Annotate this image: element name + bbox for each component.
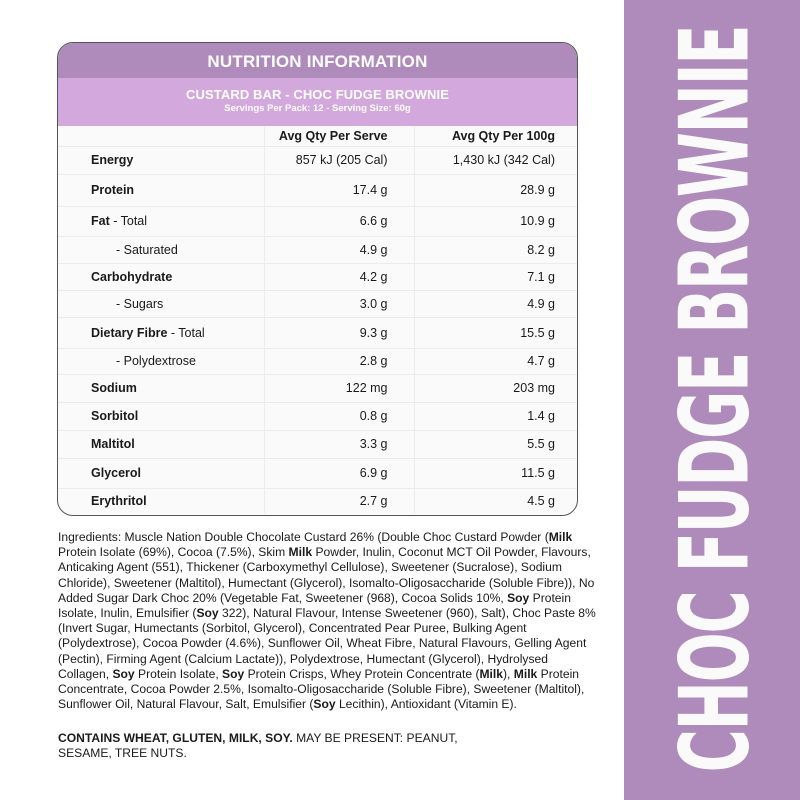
nutrient-label [58,206,264,236]
value-per-100g: 10.9 g [414,206,578,236]
nutrition-panel [57,42,578,516]
value-per-100g: 203 mg [414,374,578,402]
nutrient-qualifier: - Total [109,214,148,228]
nutrient-name: Protein [91,183,135,197]
value-per-100g: 5.5 g [414,430,578,458]
allergen-highlight: Milk [513,666,538,681]
serving-info: Servings Per Pack: 12 - Serving Size: 60g [224,103,411,114]
nutrient-qualifier: - Sugars [116,296,164,311]
table-row [58,146,578,174]
value-per-serve: 0.8 g [264,402,414,430]
value-per-serve: 9.3 g [264,317,414,348]
ingredient-text: 322), Natural Flavour, Intense Sweetener (960), Salt), Choc Paste 8% (Invert Sugar, Humectants (Sorbitol, Glycerol), Concentrated Pear Puree, Bulking Agent (Polydextrose), Cocoa Powder (4.6%), Sunflower Oil, Wheat Fibre, Natural Flavours, Gelling Agent (Pectin), Firming Agent (Calcium Lactate)), Polydextrose, Humectant (Glycerol), Hydrolysed Collagen, [58,606,596,681]
allergen-statement [58,731,498,761]
ingredient-text: Protein Crisps, Whey Protein Concentrate ( [244,666,480,681]
value-per-100g: 4.5 g [414,488,578,513]
nutrient-label [58,488,264,513]
value-per-100g: 4.7 g [414,348,578,374]
nutrient-label [58,430,264,458]
value-per-100g: 11.5 g [414,458,578,488]
value-per-serve: 2.7 g [264,488,414,513]
nutrient-name: Sodium [91,381,137,395]
nutrient-name: Glycerol [91,466,142,480]
value-per-serve: 2.8 g [264,348,414,374]
allergen-highlight: Soy [507,590,530,605]
nutrient-label [58,402,264,430]
value-per-serve: 6.9 g [264,458,414,488]
nutrient-label [58,236,264,263]
ingredients-list [58,530,598,712]
value-per-100g: 1,430 kJ (342 Cal) [414,146,578,174]
value-per-serve: 4.2 g [264,263,414,290]
nutrient-label [58,317,264,348]
allergen-highlight: Soy [196,606,219,621]
ingredient-text: Protein Isolate, [134,666,223,681]
column-header-nutrient [58,126,264,146]
value-per-serve: 6.6 g [264,206,414,236]
nutrient-qualifier: - Polydextrose [116,354,196,368]
table-row [58,236,578,263]
ingredient-text: Ingredients: Muscle Nation Double Chocolate Custard 26% (Double Choc Custard Powder ( [58,530,549,544]
table-row [58,263,578,290]
allergen-highlight: Milk [479,666,504,681]
value-per-100g: 7.1 g [414,263,578,290]
value-per-100g: 28.9 g [414,174,578,206]
table-row [58,402,578,430]
nutrient-label [58,263,264,290]
table-row [58,317,578,348]
allergen-contains: CONTAINS WHEAT, GLUTEN, MILK, SOY. [58,731,293,745]
nutrient-label [58,290,264,317]
nutrient-label [58,174,264,206]
value-per-100g: 4.9 g [414,290,578,317]
value-per-serve: 4.9 g [264,236,414,263]
product-name: CUSTARD BAR - CHOC FUDGE BROWNIE [186,87,449,102]
allergen-highlight: Milk [288,545,313,560]
ingredient-text: Protein Isolate (69%), Cocoa (7.5%), Skim [58,545,289,560]
side-banner-text: CHOC FUDGE BROWNIE [660,25,771,773]
value-per-serve: 3.3 g [264,430,414,458]
allergen-highlight: Soy [313,697,336,712]
product-header [58,78,577,126]
nutrition-title: NUTRITION INFORMATION [58,43,577,78]
value-per-serve: 17.4 g [264,174,414,206]
ingredient-text: Lecithin), Antioxidant (Vitamin E). [335,697,517,712]
nutrient-label [58,374,264,402]
column-header-per-serve: Avg Qty Per Serve [264,126,414,146]
nutrient-name: Fat [91,214,110,228]
nutrient-name: Dietary Fibre [91,325,168,340]
table-row [58,488,578,513]
table-row [58,290,578,317]
table-row [58,430,578,458]
nutrition-table [58,126,578,513]
value-per-100g: 8.2 g [414,236,578,263]
table-row [58,174,578,206]
table-row [58,374,578,402]
value-per-serve: 857 kJ (205 Cal) [264,146,414,174]
allergen-may-contain: MAY BE PRESENT: PEANUT, SESAME, TREE NUTS. [58,731,458,761]
nutrient-label [58,146,264,174]
value-per-serve: 3.0 g [264,290,414,317]
nutrient-name: Carbohydrate [91,269,173,284]
table-header-row [58,126,578,146]
nutrient-label [58,458,264,488]
allergen-highlight: Milk [548,530,573,544]
value-per-serve: 122 mg [264,374,414,402]
ingredient-text: ), [503,666,514,681]
allergen-highlight: Soy [222,666,245,681]
ingredient-text: Powder, Inulin, Coconut MCT Oil Powder, Flavours, Anticaking Agent (551), Thickener (Carboxymethyl Cellulose), Sweetener (Sucralose), Sodium Chloride), Sweetener (Maltitol), Humectant (Glycerol), Isomalto-Oligosaccharide (Soluble Fibre)), No Added Sugar Dark Choc 20% (Vegetable Fat, Sweetener (968), Cocoa Solids 10%, [58,545,595,605]
nutrient-name: Maltitol [91,437,135,451]
nutrient-label [58,348,264,374]
table-row [58,458,578,488]
nutrient-name: Sorbitol [91,409,139,423]
nutrient-qualifier: - Saturated [116,242,178,257]
allergen-highlight: Soy [112,666,135,681]
column-header-per-100g: Avg Qty Per 100g [414,126,578,146]
table-row [58,348,578,374]
ingredient-text: Protein Isolate, Inulin, Emulsifier ( [58,590,571,621]
nutrient-name: Energy [91,153,134,167]
nutrition-rows [58,146,578,513]
nutrient-qualifier: - Total [167,325,205,340]
ingredient-text: Protein Concentrate, Cocoa Powder 2.5%, Isomalto-Oligosaccharide (Soluble Fibre), Sweetener (Maltitol), Sunflower Oil, Natural Flavour, Salt, Emulsifier ( [58,666,585,712]
value-per-100g: 1.4 g [414,402,578,430]
table-row [58,206,578,236]
nutrient-name: Erythritol [91,493,147,508]
value-per-100g: 15.5 g [414,317,578,348]
